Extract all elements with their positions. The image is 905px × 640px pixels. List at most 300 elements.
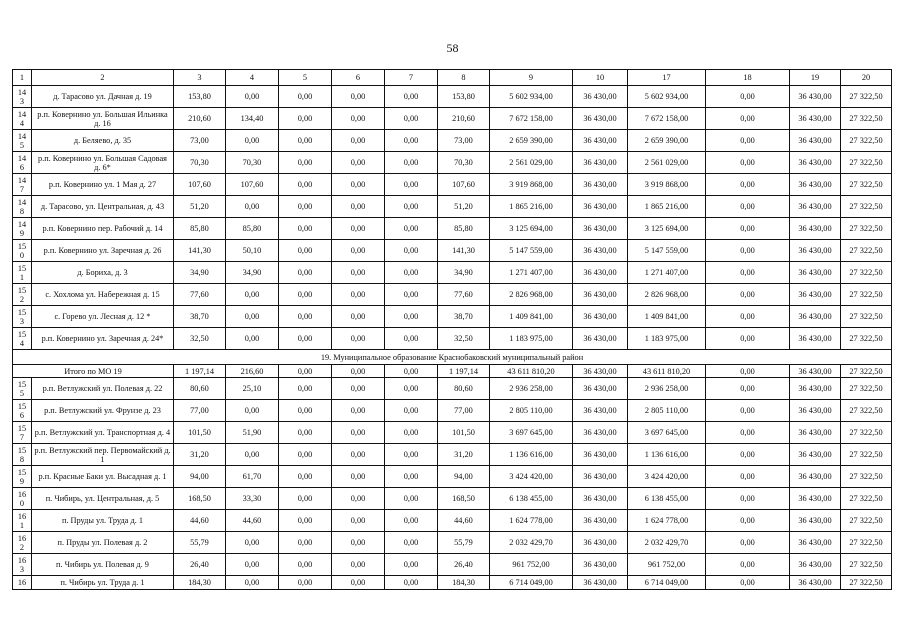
value-cell: 2 561 029,00: [628, 152, 706, 174]
value-cell: 210,60: [174, 108, 226, 130]
row-index-cell: 16 2: [13, 532, 32, 554]
value-cell: 0,00: [385, 422, 438, 444]
value-cell: 2 936 258,00: [628, 378, 706, 400]
value-cell: 36 430,00: [790, 400, 841, 422]
row-index-cell: 14 5: [13, 130, 32, 152]
value-cell: 0,00: [279, 510, 332, 532]
total-label: Итого по МО 19: [13, 365, 174, 378]
value-cell: 0,00: [706, 466, 790, 488]
value-cell: 36 430,00: [790, 444, 841, 466]
value-cell: 27 322,50: [841, 328, 892, 350]
value-cell: 36 430,00: [790, 218, 841, 240]
value-cell: 36 430,00: [790, 196, 841, 218]
value-cell: 44,60: [226, 510, 279, 532]
value-cell: 34,90: [174, 262, 226, 284]
column-number-cell: 7: [385, 70, 438, 86]
column-number-cell: 2: [32, 70, 174, 86]
column-number-cell: 6: [332, 70, 385, 86]
value-cell: 0,00: [332, 444, 385, 466]
value-cell: 0,00: [332, 554, 385, 576]
value-cell: 36 430,00: [573, 554, 628, 576]
value-cell: 36 430,00: [573, 284, 628, 306]
value-cell: 94,00: [174, 466, 226, 488]
value-cell: 27 322,50: [841, 532, 892, 554]
table-row: [13, 576, 892, 590]
value-cell: 0,00: [279, 174, 332, 196]
value-cell: 31,20: [174, 444, 226, 466]
value-cell: 27 322,50: [841, 174, 892, 196]
address-cell: д. Тарасово, ул. Центральная, д. 43: [32, 196, 174, 218]
value-cell: 1 409 841,00: [628, 306, 706, 328]
value-cell: 85,80: [174, 218, 226, 240]
value-cell: 36 430,00: [573, 400, 628, 422]
value-cell: 0,00: [279, 130, 332, 152]
value-cell: 80,60: [438, 378, 490, 400]
value-cell: 34,90: [438, 262, 490, 284]
value-cell: 27 322,50: [841, 378, 892, 400]
total-value-cell: 43 611 810,20: [490, 365, 573, 378]
value-cell: 153,80: [174, 86, 226, 108]
column-number-cell: 10: [573, 70, 628, 86]
value-cell: 168,50: [438, 488, 490, 510]
value-cell: 2 032 429,70: [628, 532, 706, 554]
column-number-row: [13, 70, 892, 86]
value-cell: 0,00: [332, 240, 385, 262]
value-cell: 0,00: [332, 86, 385, 108]
value-cell: 27 322,50: [841, 510, 892, 532]
value-cell: 36 430,00: [790, 378, 841, 400]
value-cell: 0,00: [706, 400, 790, 422]
value-cell: 36 430,00: [790, 328, 841, 350]
address-cell: с. Хохлома ул. Набережная д. 15: [32, 284, 174, 306]
row-index-cell: 14 9: [13, 218, 32, 240]
value-cell: 0,00: [706, 196, 790, 218]
table-row: [13, 152, 892, 174]
value-cell: 55,79: [174, 532, 226, 554]
value-cell: 0,00: [385, 218, 438, 240]
value-cell: 0,00: [706, 284, 790, 306]
row-index-cell: 16: [13, 576, 32, 590]
value-cell: 36 430,00: [790, 510, 841, 532]
value-cell: 961 752,00: [490, 554, 573, 576]
row-index-cell: 15 2: [13, 284, 32, 306]
value-cell: 153,80: [438, 86, 490, 108]
address-cell: р.п. Красные Баки ул. Высадная д. 1: [32, 466, 174, 488]
row-index-cell: 15 8: [13, 444, 32, 466]
value-cell: 27 322,50: [841, 284, 892, 306]
value-cell: 5 602 934,00: [628, 86, 706, 108]
value-cell: 32,50: [174, 328, 226, 350]
value-cell: 70,30: [174, 152, 226, 174]
value-cell: 31,20: [438, 444, 490, 466]
column-number-cell: 4: [226, 70, 279, 86]
value-cell: 0,00: [332, 218, 385, 240]
value-cell: 184,30: [438, 576, 490, 590]
value-cell: 0,00: [226, 576, 279, 590]
value-cell: 2 659 390,00: [490, 130, 573, 152]
value-cell: 0,00: [279, 86, 332, 108]
value-cell: 0,00: [706, 510, 790, 532]
value-cell: 0,00: [706, 378, 790, 400]
value-cell: 210,60: [438, 108, 490, 130]
address-cell: п. Чибирь, ул. Центральная, д. 5: [32, 488, 174, 510]
value-cell: 0,00: [332, 262, 385, 284]
value-cell: 2 032 429,70: [490, 532, 573, 554]
value-cell: 0,00: [706, 240, 790, 262]
value-cell: 3 125 694,00: [628, 218, 706, 240]
value-cell: 5 147 559,00: [490, 240, 573, 262]
column-number-cell: 9: [490, 70, 573, 86]
value-cell: 27 322,50: [841, 218, 892, 240]
value-cell: 36 430,00: [573, 130, 628, 152]
value-cell: 32,50: [438, 328, 490, 350]
value-cell: 36 430,00: [573, 488, 628, 510]
value-cell: 36 430,00: [573, 576, 628, 590]
value-cell: 2 659 390,00: [628, 130, 706, 152]
value-cell: 36 430,00: [790, 532, 841, 554]
value-cell: 1 183 975,00: [628, 328, 706, 350]
value-cell: 0,00: [706, 532, 790, 554]
value-cell: 168,50: [174, 488, 226, 510]
row-index-cell: 14 3: [13, 86, 32, 108]
value-cell: 36 430,00: [573, 240, 628, 262]
table-row: [13, 378, 892, 400]
value-cell: 1 624 778,00: [490, 510, 573, 532]
value-cell: 36 430,00: [790, 86, 841, 108]
value-cell: 0,00: [279, 378, 332, 400]
value-cell: 27 322,50: [841, 152, 892, 174]
row-index-cell: 15 9: [13, 466, 32, 488]
total-value-cell: 216,60: [226, 365, 279, 378]
value-cell: 0,00: [706, 130, 790, 152]
value-cell: 0,00: [385, 152, 438, 174]
value-cell: 0,00: [332, 196, 385, 218]
value-cell: 36 430,00: [790, 284, 841, 306]
value-cell: 101,50: [438, 422, 490, 444]
value-cell: 27 322,50: [841, 108, 892, 130]
value-cell: 77,60: [174, 284, 226, 306]
row-index-cell: 15 0: [13, 240, 32, 262]
value-cell: 0,00: [385, 510, 438, 532]
value-cell: 0,00: [226, 328, 279, 350]
value-cell: 0,00: [385, 174, 438, 196]
value-cell: 0,00: [279, 240, 332, 262]
column-number-cell: 5: [279, 70, 332, 86]
value-cell: 77,00: [174, 400, 226, 422]
table-row: [13, 400, 892, 422]
value-cell: 1 271 407,00: [628, 262, 706, 284]
value-cell: 0,00: [706, 86, 790, 108]
value-cell: 80,60: [174, 378, 226, 400]
value-cell: 6 714 049,00: [490, 576, 573, 590]
value-cell: 107,60: [438, 174, 490, 196]
value-cell: 27 322,50: [841, 444, 892, 466]
value-cell: 34,90: [226, 262, 279, 284]
value-cell: 0,00: [706, 152, 790, 174]
value-cell: 184,30: [174, 576, 226, 590]
value-cell: 961 752,00: [628, 554, 706, 576]
address-cell: р.п. Ветлужский ул. Фрунзе д. 23: [32, 400, 174, 422]
value-cell: 0,00: [279, 554, 332, 576]
value-cell: 36 430,00: [790, 174, 841, 196]
value-cell: 0,00: [706, 444, 790, 466]
value-cell: 27 322,50: [841, 576, 892, 590]
value-cell: 6 138 455,00: [628, 488, 706, 510]
column-number-cell: 8: [438, 70, 490, 86]
value-cell: 38,70: [174, 306, 226, 328]
table-row: [13, 218, 892, 240]
table-row: [13, 262, 892, 284]
value-cell: 0,00: [706, 422, 790, 444]
value-cell: 1 865 216,00: [490, 196, 573, 218]
value-cell: 2 826 968,00: [628, 284, 706, 306]
value-cell: 0,00: [706, 218, 790, 240]
value-cell: 50,10: [226, 240, 279, 262]
address-cell: п. Пруды ул. Полевая д. 2: [32, 532, 174, 554]
value-cell: 1 624 778,00: [628, 510, 706, 532]
address-cell: д. Бориха, д. 3: [32, 262, 174, 284]
address-cell: р.п. Ветлужский ул. Транспортная д. 4: [32, 422, 174, 444]
value-cell: 141,30: [174, 240, 226, 262]
value-cell: 6 138 455,00: [490, 488, 573, 510]
value-cell: 36 430,00: [573, 218, 628, 240]
address-cell: р.п. Ветлужский ул. Полевая д. 22: [32, 378, 174, 400]
value-cell: 2 805 110,00: [490, 400, 573, 422]
value-cell: 27 322,50: [841, 422, 892, 444]
column-number-cell: 3: [174, 70, 226, 86]
section-title: 19. Муниципальное образование Краснобаковский муниципальный район: [13, 350, 892, 365]
value-cell: 26,40: [438, 554, 490, 576]
table-row: [13, 328, 892, 350]
value-cell: 85,80: [438, 218, 490, 240]
value-cell: 36 430,00: [573, 444, 628, 466]
table-row: [13, 240, 892, 262]
value-cell: 0,00: [279, 328, 332, 350]
value-cell: 77,60: [438, 284, 490, 306]
value-cell: 27 322,50: [841, 466, 892, 488]
value-cell: 36 430,00: [790, 306, 841, 328]
value-cell: 77,00: [438, 400, 490, 422]
value-cell: 0,00: [226, 400, 279, 422]
value-cell: 1 271 407,00: [490, 262, 573, 284]
table-row: [13, 284, 892, 306]
column-number-cell: 20: [841, 70, 892, 86]
address-cell: д. Беляево, д. 35: [32, 130, 174, 152]
value-cell: 27 322,50: [841, 130, 892, 152]
value-cell: 0,00: [332, 108, 385, 130]
value-cell: 3 919 868,00: [490, 174, 573, 196]
value-cell: 61,70: [226, 466, 279, 488]
value-cell: 0,00: [279, 196, 332, 218]
total-value-cell: 36 430,00: [790, 365, 841, 378]
table-row: [13, 444, 892, 466]
value-cell: 36 430,00: [790, 554, 841, 576]
value-cell: 0,00: [385, 576, 438, 590]
value-cell: 0,00: [385, 240, 438, 262]
value-cell: 0,00: [332, 284, 385, 306]
value-cell: 0,00: [332, 488, 385, 510]
value-cell: 36 430,00: [790, 108, 841, 130]
value-cell: 36 430,00: [790, 422, 841, 444]
value-cell: 0,00: [385, 130, 438, 152]
value-cell: 0,00: [706, 262, 790, 284]
value-cell: 33,30: [226, 488, 279, 510]
value-cell: 26,40: [174, 554, 226, 576]
value-cell: 0,00: [279, 400, 332, 422]
value-cell: 0,00: [279, 306, 332, 328]
value-cell: 36 430,00: [573, 108, 628, 130]
total-value-cell: 0,00: [706, 365, 790, 378]
table-row: [13, 130, 892, 152]
value-cell: 27 322,50: [841, 554, 892, 576]
value-cell: 36 430,00: [573, 378, 628, 400]
value-cell: 0,00: [385, 466, 438, 488]
value-cell: 5 147 559,00: [628, 240, 706, 262]
value-cell: 36 430,00: [573, 174, 628, 196]
value-cell: 27 322,50: [841, 240, 892, 262]
value-cell: 36 430,00: [573, 466, 628, 488]
address-cell: р.п. Ковернино ул. Заречная д. 24*: [32, 328, 174, 350]
value-cell: 0,00: [226, 86, 279, 108]
row-index-cell: 15 7: [13, 422, 32, 444]
value-cell: 36 430,00: [573, 196, 628, 218]
row-index-cell: 16 0: [13, 488, 32, 510]
value-cell: 36 430,00: [790, 152, 841, 174]
value-cell: 1 136 616,00: [628, 444, 706, 466]
value-cell: 0,00: [332, 130, 385, 152]
table-row: [13, 174, 892, 196]
value-cell: 0,00: [279, 152, 332, 174]
total-value-cell: 0,00: [332, 365, 385, 378]
value-cell: 0,00: [706, 488, 790, 510]
total-value-cell: 27 322,50: [841, 365, 892, 378]
table-row: [13, 422, 892, 444]
table-body: [13, 70, 892, 590]
housing-table: [12, 69, 892, 590]
column-number-cell: 17: [628, 70, 706, 86]
value-cell: 70,30: [438, 152, 490, 174]
value-cell: 0,00: [226, 196, 279, 218]
value-cell: 134,40: [226, 108, 279, 130]
value-cell: 2 826 968,00: [490, 284, 573, 306]
address-cell: п. Чибирь ул. Труда д. 1: [32, 576, 174, 590]
table-row: [13, 488, 892, 510]
value-cell: 70,30: [226, 152, 279, 174]
value-cell: 107,60: [226, 174, 279, 196]
total-value-cell: 43 611 810,20: [628, 365, 706, 378]
value-cell: 0,00: [706, 554, 790, 576]
table-row: [13, 306, 892, 328]
value-cell: 3 919 868,00: [628, 174, 706, 196]
value-cell: 0,00: [385, 196, 438, 218]
table-row: [13, 108, 892, 130]
value-cell: 0,00: [332, 466, 385, 488]
value-cell: 0,00: [385, 108, 438, 130]
value-cell: 0,00: [332, 400, 385, 422]
row-index-cell: 14 8: [13, 196, 32, 218]
value-cell: 36 430,00: [573, 510, 628, 532]
address-cell: р.п. Ковернино ул. Заречная д. 26: [32, 240, 174, 262]
value-cell: 0,00: [385, 262, 438, 284]
value-cell: 44,60: [174, 510, 226, 532]
value-cell: 0,00: [279, 444, 332, 466]
value-cell: 36 430,00: [790, 130, 841, 152]
value-cell: 0,00: [226, 130, 279, 152]
table-row: [13, 86, 892, 108]
value-cell: 0,00: [385, 306, 438, 328]
address-cell: р.п. Ковернино ул. Большая Ильинка д. 16: [32, 108, 174, 130]
address-cell: д. Тарасово ул. Дачная д. 19: [32, 86, 174, 108]
row-index-cell: 16 3: [13, 554, 32, 576]
table-row: [13, 510, 892, 532]
value-cell: 0,00: [706, 576, 790, 590]
address-cell: с. Горево ул. Лесная д. 12 *: [32, 306, 174, 328]
value-cell: 27 322,50: [841, 400, 892, 422]
value-cell: 3 697 645,00: [628, 422, 706, 444]
value-cell: 36 430,00: [790, 576, 841, 590]
row-index-cell: 14 7: [13, 174, 32, 196]
value-cell: 0,00: [226, 306, 279, 328]
value-cell: 27 322,50: [841, 488, 892, 510]
value-cell: 0,00: [226, 444, 279, 466]
value-cell: 2 805 110,00: [628, 400, 706, 422]
table-row: [13, 466, 892, 488]
value-cell: 36 430,00: [573, 86, 628, 108]
value-cell: 51,90: [226, 422, 279, 444]
value-cell: 0,00: [226, 284, 279, 306]
value-cell: 0,00: [332, 152, 385, 174]
total-value-cell: 0,00: [279, 365, 332, 378]
value-cell: 0,00: [385, 284, 438, 306]
value-cell: 0,00: [279, 532, 332, 554]
value-cell: 107,60: [174, 174, 226, 196]
value-cell: 94,00: [438, 466, 490, 488]
total-row: [13, 365, 892, 378]
value-cell: 0,00: [279, 262, 332, 284]
value-cell: 0,00: [226, 532, 279, 554]
value-cell: 101,50: [174, 422, 226, 444]
value-cell: 0,00: [332, 378, 385, 400]
value-cell: 0,00: [332, 306, 385, 328]
address-cell: р.п. Ковернино ул. 1 Мая д. 27: [32, 174, 174, 196]
value-cell: 0,00: [332, 532, 385, 554]
column-number-cell: 18: [706, 70, 790, 86]
row-index-cell: 15 3: [13, 306, 32, 328]
value-cell: 27 322,50: [841, 262, 892, 284]
value-cell: 36 430,00: [573, 422, 628, 444]
column-number-cell: 1: [13, 70, 32, 86]
value-cell: 1 409 841,00: [490, 306, 573, 328]
address-cell: р.п. Ковернино пер. Рабочий д. 14: [32, 218, 174, 240]
row-index-cell: 16 1: [13, 510, 32, 532]
value-cell: 6 714 049,00: [628, 576, 706, 590]
value-cell: 0,00: [332, 174, 385, 196]
value-cell: 0,00: [385, 488, 438, 510]
row-index-cell: 15 6: [13, 400, 32, 422]
value-cell: 55,79: [438, 532, 490, 554]
value-cell: 0,00: [706, 174, 790, 196]
value-cell: 3 697 645,00: [490, 422, 573, 444]
address-cell: п. Чибирь ул. Полевая д. 9: [32, 554, 174, 576]
total-value-cell: 36 430,00: [573, 365, 628, 378]
value-cell: 36 430,00: [573, 262, 628, 284]
value-cell: 27 322,50: [841, 196, 892, 218]
value-cell: 1 865 216,00: [628, 196, 706, 218]
value-cell: 0,00: [706, 108, 790, 130]
value-cell: 0,00: [385, 532, 438, 554]
value-cell: 36 430,00: [790, 240, 841, 262]
value-cell: 36 430,00: [790, 466, 841, 488]
